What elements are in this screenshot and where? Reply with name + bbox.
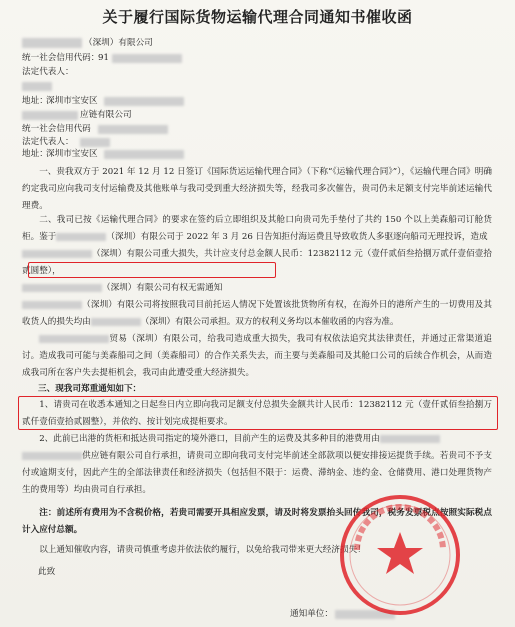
address-value-2: 深圳市宝安区	[46, 149, 98, 159]
paragraph-1: 一、贵我双方于 2021 年 12 月 12 日签订《国际货运运输代理合同》（下称“《运输代理合同》”），《运输代理合同》明确约定我司应向我司支付运输费及其他账单与我司受到重大经济损失等，经我司多次催告，贵司仍未足额支付完毕前述运输代理费。	[22, 167, 492, 211]
paragraph-2f: （深圳）有限公司承担。双方的权利义务均以本催收函的内容为准。	[140, 317, 399, 327]
document-title: 关于履行国际货物运输代理合同通知书催收函	[102, 8, 413, 26]
fee-note: 注：前述所有费用为不含税价格，若贵司需要开具相应发票，请及时将发票抬头回传我司，税务发票税点按照实际税点计入应付总额。	[22, 508, 492, 535]
redacted-party-5	[91, 318, 141, 326]
notifier-label: 通知单位：	[290, 609, 333, 619]
paragraph-2-lead	[22, 212, 492, 246]
supply-chain-suffix: 应链有限公司	[80, 110, 132, 120]
redacted-party-8	[22, 452, 82, 460]
paragraph-2d: （深圳）有限公司有权无需通知	[102, 283, 223, 293]
highlight-box-amount-2	[18, 396, 498, 430]
address-label-2: 地址：	[22, 149, 48, 159]
paragraph-2-trade	[22, 331, 492, 361]
redacted-credit-code-1	[112, 54, 182, 63]
paragraph-2-loss: 造成我司可能与美森船司之间（美森船司）的合作关系失去，而主要与美森船司及其舱口公司的后续合作机会，从而造成我司所在客户失去提柜机会，我司由此遭受重大经济损失。	[22, 351, 492, 378]
address-label-1: 地址：	[22, 96, 48, 106]
company-suffix: （深圳）有限公司	[84, 38, 153, 48]
seal-star-icon	[377, 532, 423, 574]
paragraph-2a: 二、我司已按《运输代理合同》的要求在签约后立即组织及其舱口向贵司先手垫付了共约 150 个以上美森船司订舱货柜。鉴于	[22, 215, 492, 242]
redacted-party-4	[22, 301, 82, 309]
redacted-legal-rep-2	[80, 138, 110, 147]
legal-rep-label-1: 法定代表人：	[22, 67, 74, 77]
section-3-heading: 三、现我司郑重通知如下：	[38, 384, 142, 394]
redacted-address-2	[104, 150, 184, 159]
legal-rep-label-2: 法定代表人：	[22, 137, 74, 147]
redacted-credit-code-2	[98, 125, 168, 134]
section-3-item-1: 1、请贵司在收悉本通知之日起叁日内立即向我司足额支付总损失金额共计人民币：12382112 元（壹仟贰佰叁拾捌万贰仟壹佰壹拾贰圆整），并依约、按计划完成提柜要求。	[22, 400, 492, 427]
credit-code-label-2: 统一社会信用代码	[22, 124, 91, 134]
redacted-company-name-1	[22, 38, 82, 48]
paragraph-2-rights	[22, 280, 492, 297]
redacted-legal-rep-1	[22, 82, 52, 91]
company-seal-stamp	[335, 490, 465, 620]
paragraph-2-costs	[22, 297, 492, 331]
section-3-item-2b: 供应链有限公司自行承担，请贵司立即向我司支付完毕前述全部款项以便安排接运提货手续。若贵司不予支付或逾期支付，因此产生的全部法律责任和经济损失（包括但不限于：运费、滞纳金、违约金、仓储费用、港口处理货物产生的费用等）均由贵司自行承担。	[22, 451, 492, 495]
redacted-party-1	[56, 233, 106, 241]
highlight-box-amount-1	[28, 262, 276, 278]
closing-sentence: 以上通知催收内容，请贵司慎重考虑并依法依约履行，以免给我司带来更大经济损失！	[39, 545, 366, 555]
address-value-1: 深圳市宝安区	[46, 96, 98, 106]
credit-code-label-1: 统一社会信用代码：	[22, 53, 100, 63]
redacted-company-name-2	[22, 111, 78, 120]
redacted-party-6	[39, 335, 109, 343]
redacted-party-2	[22, 250, 92, 258]
paragraph-2e: （深圳）有限公司将按照我司目前托运人情况下处置该批货物所有权，在海外日的港所产生的一切费用及其收货人的损失均由	[22, 300, 492, 327]
section-3-item-2a: 2、此前已出港的货柜和抵达贵司指定的境外港口，目前产生的运费及其多种目的港费用由	[39, 434, 380, 444]
redacted-party-7	[380, 435, 440, 443]
redacted-party-3	[22, 284, 102, 292]
redacted-address-1	[104, 97, 184, 106]
paragraph-2g: 贸易（深圳）有限公司，给我司造成重大损失，我司有权依法追究其法律责任，并通过正常渠道追讨。	[22, 334, 492, 361]
section-3-item-2	[22, 431, 492, 448]
paragraph-2c: （深圳）有限公司重大损失，共计应支付总金额人民币：12382112 元（壹仟贰佰叁拾捌万贰仟壹佰壹拾贰圆整），	[22, 249, 492, 276]
salutation: 此致	[38, 567, 56, 577]
credit-code-prefix: 91	[98, 53, 109, 63]
paragraph-2b: （深圳）有限公司于 2022 年 3 月 26 日告知拒付海运费且导致收货人多驱逐向船司无理投诉，造成	[106, 232, 488, 242]
